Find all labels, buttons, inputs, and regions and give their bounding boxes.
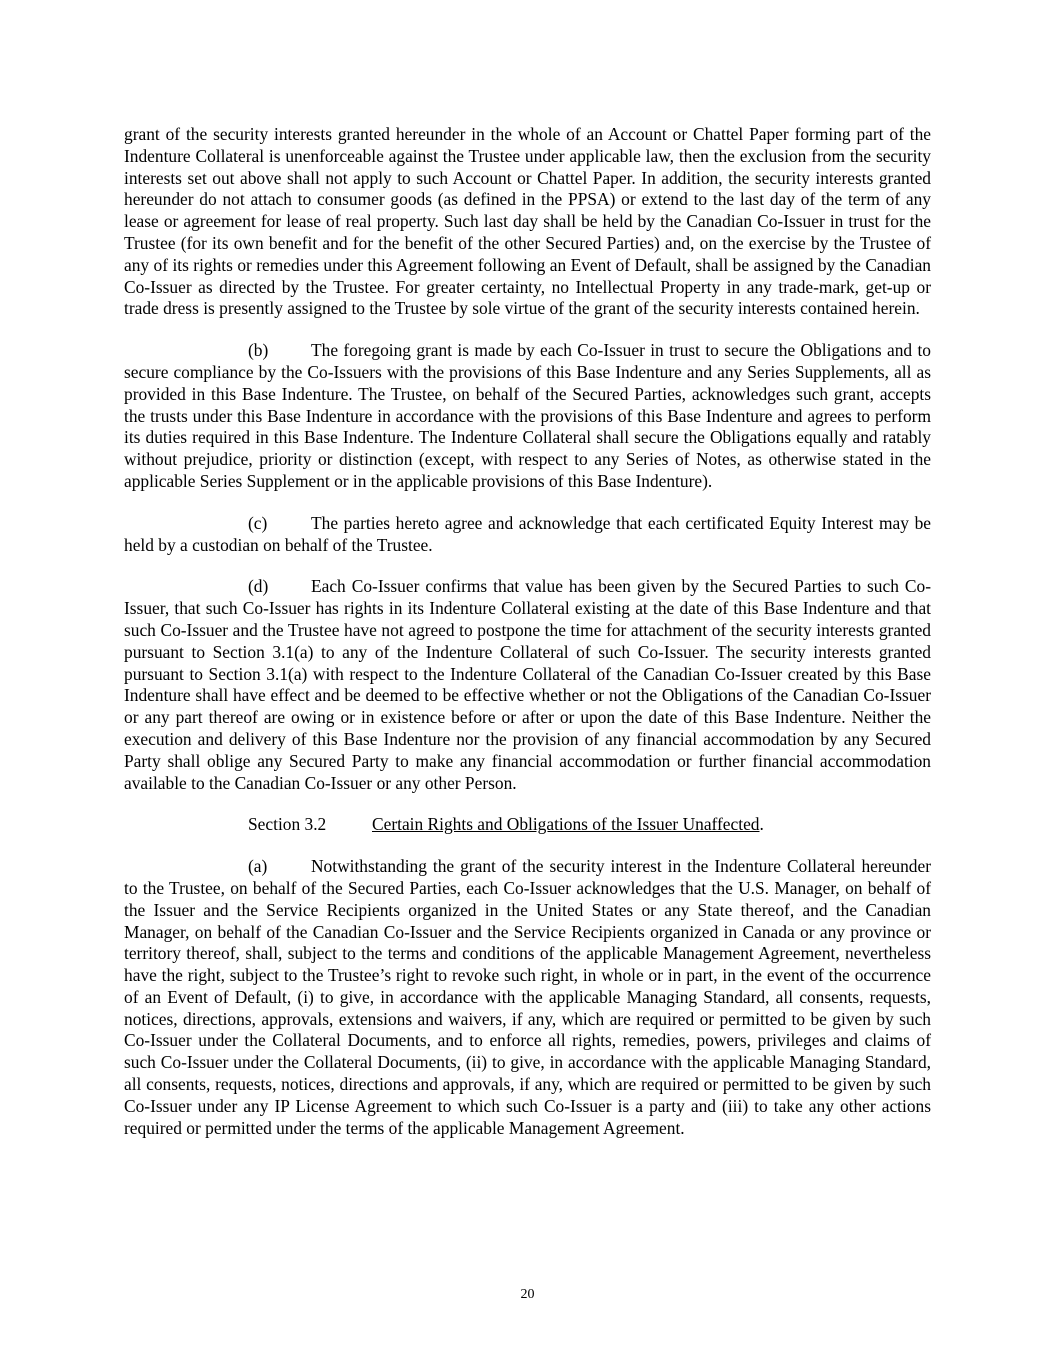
intro-paragraph-text: grant of the security interests granted hereunder in the whole of an Account or Chattel Paper forming part of the Indenture Collateral is unenforceable against the Trustee under applicable law, then the exclusion from the security interests set out above shall not apply to such Account or Chattel Paper. In addition, the security interests granted hereunder do not attach to consumer goods (as defined in the PPSA) or extend to the last day of the term of any lease or agreement for lease of real property. Such last day shall be held by the Canadian Co-Issuer in trust for the Trustee (for its own benefit and for the benefit of the other Secured Parties) and, on the exercise by the Trustee of any of its rights or remedies under this Agreement following an Event of Default, shall be assigned by the Canadian Co-Issuer as directed by the Trustee. For greater certainty, no Intellectual Property in any trade-mark, get-up or trade dress is presently assigned to the Trustee by sole virtue of the grant of the security interests contained herein.: [124, 124, 931, 319]
paragraph-b: [124, 340, 931, 493]
paragraph-3-2-a: [124, 856, 931, 1139]
paragraph-d-label: (d): [248, 576, 269, 597]
section-3-2-heading: [124, 814, 931, 836]
paragraph-3-2-a-label: (a): [248, 856, 268, 877]
paragraph-b-label: (b): [248, 340, 269, 361]
paragraph-c: [124, 513, 931, 557]
paragraph-b-text: The foregoing grant is made by each Co-Issuer in trust to secure the Obligations and to secure compliance by the Co-Issuers with the provisions of this Base Indenture and any Series Supplements, all as provided in this Base Indenture. The Trustee, on behalf of the Secured Parties, acknowledges such grant, accepts the trusts under this Base Indenture in accordance with the provisions of this Base Indenture and agrees to perform its duties required in this Base Indenture. The Indenture Collateral shall secure the Obligations equally and ratably without prejudice, priority or distinction (except, with respect to any Series of Notes, as otherwise stated in the applicable Series Supplement or in the applicable provisions of this Base Indenture).: [124, 340, 931, 491]
paragraph-c-label: (c): [248, 512, 268, 533]
section-title: Certain Rights and Obligations of the Issuer Unaffected: [372, 814, 760, 835]
paragraph-3-2-a-text: Notwithstanding the grant of the security interest in the Indenture Collateral hereunder to the Trustee, on behalf of the Secured Parties, each Co-Issuer acknowledges that the U.S. Manager, on behalf of the Issuer and the Service Recipients organized in the United States or any State thereof, and the Canadian Manager, on behalf of the Canadian Co-Issuer and the Service Recipients organized in Canada or any province or territory thereof, shall, subject to the terms and conditions of the applicable Management Agreement, nevertheless have the right, subject to the Trustee’s right to revoke such right, in whole or in part, in the event of the occurrence of an Event of Default, (i) to give, in accordance with the applicable Managing Standard, all consents, requests, notices, directions, approvals, extensions and waivers, if any, which are required or permitted to be given by such Co-Issuer under the Collateral Documents, and to enforce all rights, remedies, powers, privileges and claims of such Co-Issuer under the Collateral Documents, (ii) to give, in accordance with the applicable Managing Standard, all consents, requests, notices, directions and approvals, if any, which are required or permitted to be given by such Co-Issuer under any IP License Agreement to which such Co-Issuer is a party and (iii) to take any other actions required or permitted under the terms of the applicable Management Agreement.: [124, 856, 931, 1138]
document-body: [124, 124, 931, 1139]
paragraph-d-text: Each Co-Issuer confirms that value has been given by the Secured Parties to such Co-Issuer, that such Co-Issuer has rights in its Indenture Collateral existing at the date of this Base Indenture and that such Co-Issuer and the Trustee have not agreed to postpone the time for attachment of the security interests granted pursuant to Section 3.1(a) to any of the Indenture Collateral of such Co-Issuer. The security interests granted pursuant to Section 3.1(a) with respect to the Indenture Collateral of the Canadian Co-Issuer created by this Base Indenture shall have effect and be deemed to be effective whether or not the Obligations of the Canadian Co-Issuer or any part thereof are owing or in existence before or after or upon the date of this Base Indenture. Neither the execution and delivery of this Base Indenture nor the provision of any financial accommodation by any Secured Party shall oblige any Secured Party to make any financial accommodation or further financial accommodation available to the Canadian Co-Issuer or any other Person.: [124, 576, 931, 793]
page-number: 20: [520, 1287, 535, 1302]
paragraph-d: [124, 576, 931, 794]
section-number: Section 3.2: [248, 814, 327, 835]
intro-paragraph: [124, 124, 931, 320]
section-title-suffix: .: [759, 814, 764, 835]
paragraph-c-text: The parties hereto agree and acknowledge that each certificated Equity Interest may be held by a custodian on behalf of the Trustee.: [124, 512, 931, 555]
